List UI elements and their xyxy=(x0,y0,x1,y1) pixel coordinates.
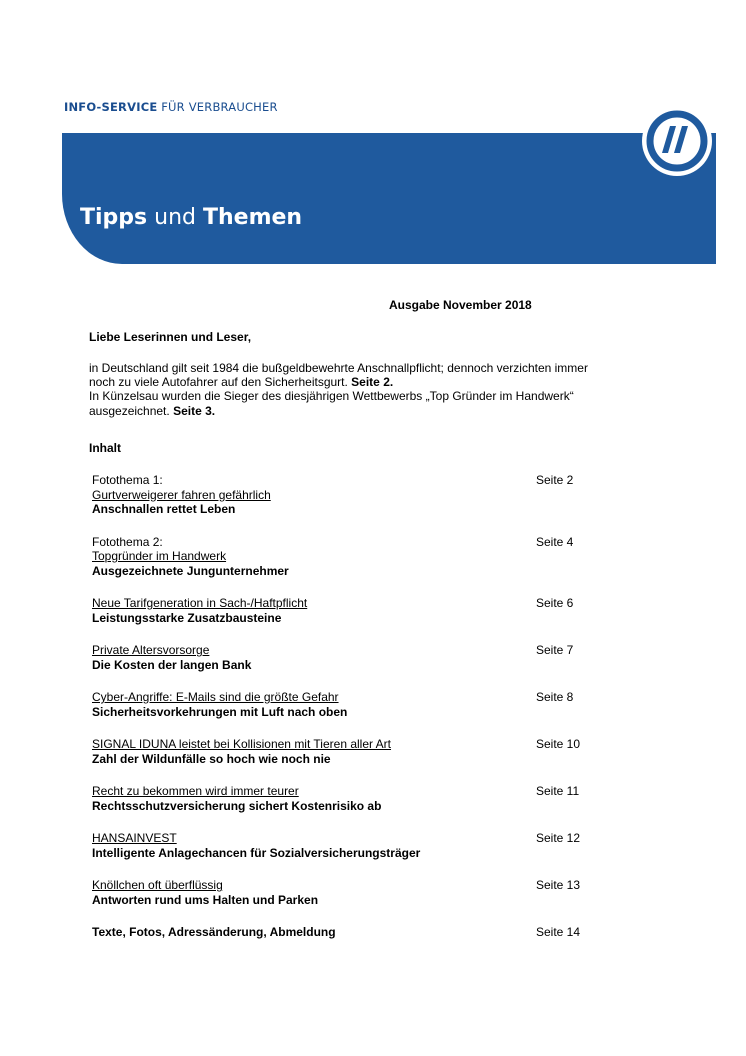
signal-iduna-logo-icon xyxy=(640,104,714,178)
toc-entry xyxy=(92,784,592,813)
toc-entry xyxy=(92,690,592,719)
greeting: Liebe Leserinnen und Leser, xyxy=(89,330,252,344)
service-line-bold: INFO-SERVICE xyxy=(64,100,158,114)
toc-entry-page: Seite 2 xyxy=(536,473,574,487)
toc-entry-link[interactable]: Private Altersvorsorge xyxy=(92,643,210,657)
intro-p2-ref: Seite 3. xyxy=(173,403,216,418)
toc-entry-link[interactable]: SIGNAL IDUNA leistet bei Kollisionen mit Tieren aller Art xyxy=(92,737,392,751)
toc-entry-headline: Intelligente Anlagechancen für Sozialversicherungsträger xyxy=(92,845,421,860)
toc-entry-headline: Anschnallen rettet Leben xyxy=(92,502,236,516)
toc-entry-headline: Die Kosten der langen Bank xyxy=(92,657,252,672)
toc-entry-link[interactable]: Recht zu bekommen wird immer teurer xyxy=(92,784,299,798)
toc-entry-headline: Texte, Fotos, Adressänderung, Abmeldung xyxy=(92,925,336,939)
toc-entry-pre: Fotothema 2: xyxy=(92,534,163,549)
intro-text xyxy=(89,361,609,418)
toc-entry-page: Seite 12 xyxy=(536,831,581,845)
intro-p1: in Deutschland gilt seit 1984 die bußgeldbewehrte Anschnallpflicht; dennoch verzichten immer noch zu viele Autofahrer auf den Sicherheitsgurt. xyxy=(89,361,588,390)
toc-entry-page: Seite 7 xyxy=(536,643,574,657)
toc-entry xyxy=(92,473,592,517)
toc-entry-link[interactable]: Neue Tarifgeneration in Sach-/Haftpflicht xyxy=(92,596,308,610)
service-line-rest: FÜR VERBRAUCHER xyxy=(157,100,278,114)
toc-entry-headline: Sicherheitsvorkehrungen mit Luft nach oben xyxy=(92,704,348,719)
toc-entry-page: Seite 4 xyxy=(536,534,574,549)
toc-entry-link[interactable]: Cyber-Angriffe: E-Mails sind die größte Gefahr xyxy=(92,690,339,704)
toc-entry-headline: Antworten rund ums Halten und Parken xyxy=(92,892,319,907)
toc-entry-page: Seite 10 xyxy=(536,737,581,751)
toc-entry-page: Seite 8 xyxy=(536,690,574,704)
toc-entry-link[interactable]: Gurtverweigerer fahren gefährlich xyxy=(92,487,271,502)
toc-entry-page: Seite 11 xyxy=(536,784,580,798)
toc-entry-link[interactable]: Knöllchen oft überflüssig xyxy=(92,878,223,892)
toc-entry xyxy=(92,535,592,579)
toc-entry-link[interactable]: HANSAINVEST xyxy=(92,831,177,845)
toc-entry-headline: Leistungsstarke Zusatzbausteine xyxy=(92,610,282,625)
service-line xyxy=(64,100,278,114)
toc-entry-page: Seite 13 xyxy=(536,878,581,892)
toc-entry-headline: Zahl der Wildunfälle so hoch wie noch nie xyxy=(92,751,331,766)
table-of-contents xyxy=(92,473,592,958)
toc-entry xyxy=(92,643,592,672)
toc-entry xyxy=(92,878,592,907)
toc-entry-page: Seite 14 xyxy=(536,925,581,939)
title-tipps: Tipps xyxy=(80,205,148,230)
toc-entry xyxy=(92,925,592,940)
toc-entry-pre: Fotothema 1: xyxy=(92,473,163,487)
toc-entry-link[interactable]: Topgründer im Handwerk xyxy=(92,549,227,563)
toc-entry-headline: Rechtsschutzversicherung sichert Kostenrisiko ab xyxy=(92,798,382,813)
header-banner xyxy=(62,133,716,264)
banner-title xyxy=(80,205,302,230)
toc-entry xyxy=(92,596,592,625)
toc-title: Inhalt xyxy=(89,441,121,455)
intro-p1-ref: Seite 2. xyxy=(351,375,394,390)
intro-p2: In Künzelsau wurden die Sieger des diesjährigen Wettbewerbs „Top Gründer im Handwerk“ ausgezeichnet. xyxy=(89,389,574,418)
toc-entry xyxy=(92,737,592,766)
issue-date: Ausgabe November 2018 xyxy=(389,298,532,312)
toc-entry-headline: Ausgezeichnete Jungunternehmer xyxy=(92,563,289,578)
title-und: und xyxy=(147,205,203,230)
toc-entry xyxy=(92,831,592,860)
toc-entry-page: Seite 6 xyxy=(536,596,574,610)
title-themen: Themen xyxy=(202,205,303,230)
